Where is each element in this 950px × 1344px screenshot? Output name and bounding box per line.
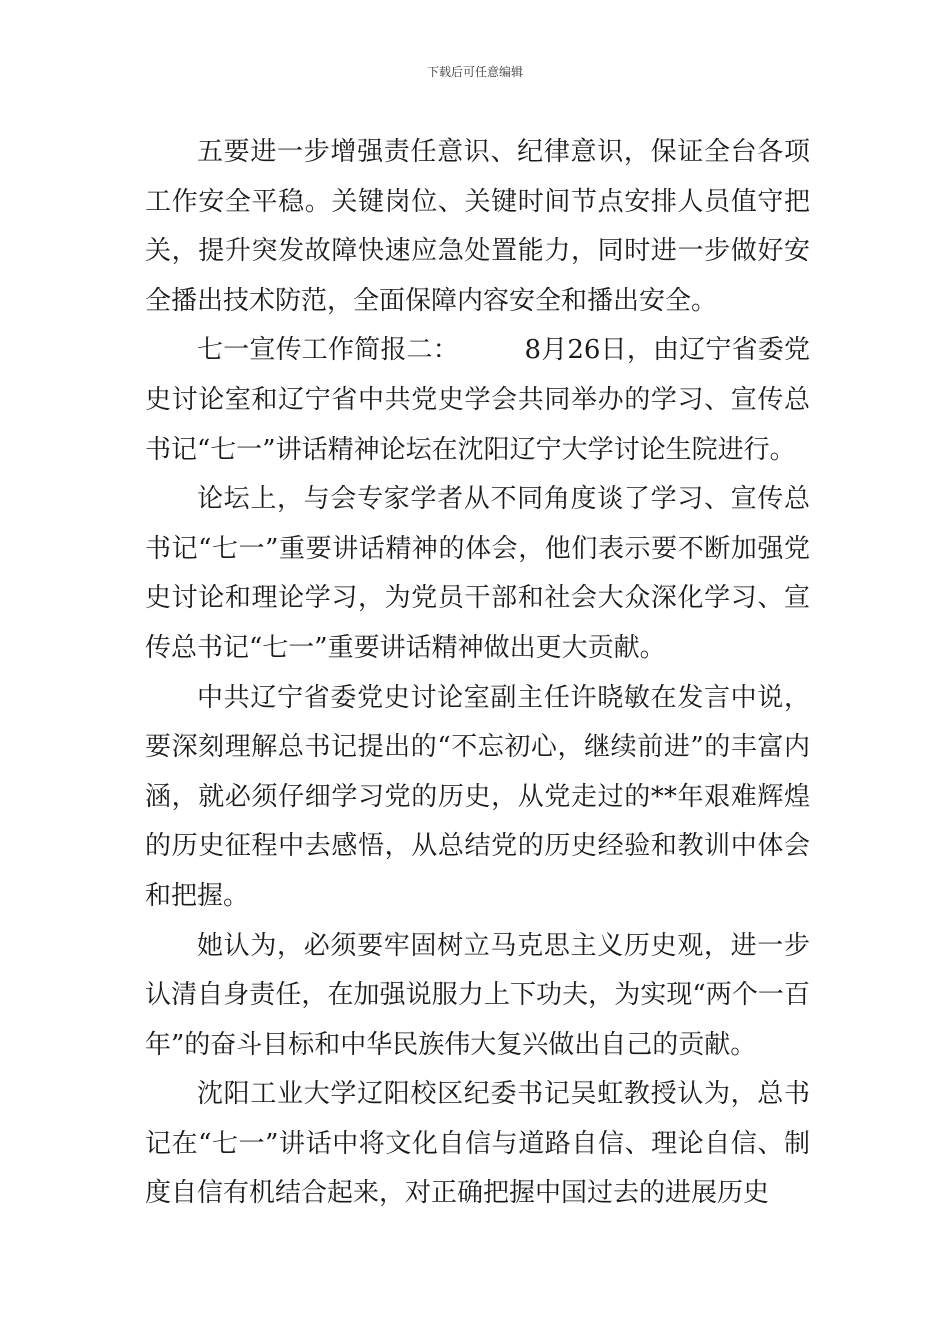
paragraph-3: 论坛上，与会专家学者从不同角度谈了学习、宣传总书记“七一”重要讲话精神的体会，他们表示要不断加强党史讨论和理论学习，为党员干部和社会大众深化学习、宣传总书记“七一”重要讲话精神做出更大贡献。 <box>145 484 810 663</box>
paragraph-2: 七一宣传工作简报二： 8月26日，由辽宁省委党史讨论室和辽宁省中共党史学会共同举办的学习、宣传总书记“七一”讲话精神论坛在沈阳辽宁大学讨论生院进行。 <box>145 335 810 465</box>
paragraph-5: 她认为，必须要牢固树立马克思主义历史观，进一步认清自身责任，在加强说服力上下功夫，为实现“两个一百年”的奋斗目标和中华民族伟大复兴做出自己的贡献。 <box>145 930 810 1060</box>
paragraph-6: 沈阳工业大学辽阳校区纪委书记吴虹教授认为，总书记在“七一”讲话中将文化自信与道路自信、理论自信、制度自信有机结合起来，对正确把握中国过去的进展历史 <box>145 1079 810 1209</box>
paragraph-4: 中共辽宁省委党史讨论室副主任许晓敏在发言中说，要深刻理解总书记提出的“不忘初心，继续前进”的丰富内涵，就必须仔细学习党的历史，从党走过的**年艰难辉煌的历史征程中去感悟，从总结党的历史经验和教训中体会和把握。 <box>145 682 810 911</box>
page-header: 下载后可任意编辑 <box>426 65 523 79</box>
paragraph-1: 五要进一步增强责任意识、纪律意识，保证全台各项工作安全平稳。关键岗位、关键时间节点安排人员值守把关，提升突发故障快速应急处置能力，同时进一步做好安全播出技术防范，全面保障内容安全和播出安全。 <box>145 137 810 316</box>
document-body <box>145 128 810 1219</box>
